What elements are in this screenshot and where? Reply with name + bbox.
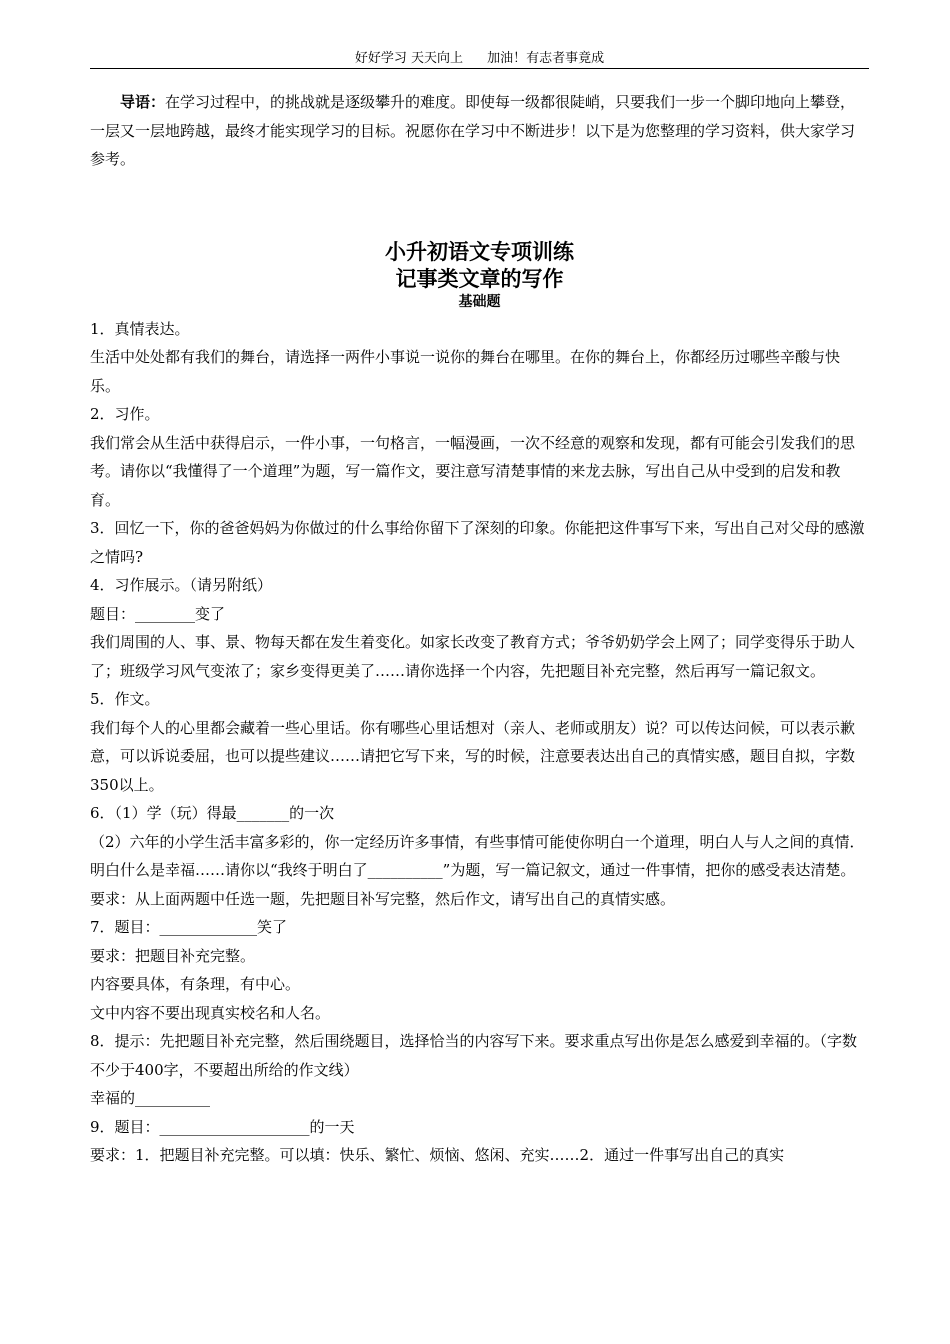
- document-body: [90, 88, 869, 1170]
- paragraph: 2．习作。: [90, 405, 160, 423]
- paragraph: 我们每个人的心里都会藏着一些心里话。你有哪些心里话想对（亲人、老师或朋友）说？可以传达问候，可以表示歉意，可以诉说委屈，也可以提些建议……请把它写下来，写的时候，注意要表达出自己的真情实感，题目自拟，字数350以上。: [90, 718, 856, 794]
- intro-label: 导语：: [120, 93, 166, 111]
- paragraph: 内容要具体，有条理，有中心。: [90, 975, 301, 993]
- paragraph: 9．题目：____________________的一天: [90, 1117, 355, 1136]
- header-divider: [90, 68, 869, 69]
- document-title: 小升初语文专项训练: [385, 239, 574, 264]
- question-list: [90, 315, 869, 1170]
- intro-paragraph: [90, 88, 869, 174]
- paragraph: 生活中处处都有我们的舞台，请选择一两件小事说一说你的舞台在哪里。在你的舞台上，你都经历过哪些辛酸与快乐。: [90, 348, 841, 395]
- paragraph: 幸福的__________: [90, 1089, 211, 1107]
- paragraph: 我们周围的人、事、景、物每天都在发生着变化。如家长改变了教育方式；爷爷奶奶学会上网了；同学变得乐于助人了；班级学习风气变浓了；家乡变得更美了……请你选择一个内容，先把题目补充完整，然后再写一篇记叙文。: [90, 633, 856, 680]
- paragraph: 4．习作展示。（请另附纸）: [90, 576, 273, 594]
- title-block: [90, 239, 869, 311]
- paragraph: 要求：把题目补充完整。: [90, 946, 256, 965]
- header-motto-left: 好好学习 天天向上: [354, 51, 463, 66]
- paragraph: 文中内容不要出现真实校名和人名。: [90, 1003, 331, 1022]
- paragraph: 5．作文。: [90, 690, 160, 708]
- paragraph: 6．（1）学（玩）得最_______的一次: [90, 804, 335, 822]
- paragraph: 题目：________变了: [90, 604, 226, 623]
- paragraph: （2）六年的小学生活丰富多彩的，你一定经历许多事情，有些事情可能使你明白一个道理，明白人与人之间的真情．明白什么是幸福……请你以“我终于明白了__________”为题，写一篇记叙文，通过一件事情，把你的感受表达清楚。: [90, 832, 865, 879]
- paragraph: 要求：从上面两题中任选一题，先把题目补写完整，然后作文，请写出自己的真情实感。: [90, 889, 676, 908]
- paragraph: 8．提示：先把题目补充完整，然后围绕题目，选择恰当的内容写下来。要求重点写出你是怎么感爱到幸福的。（字数不少于400字，不要超出所给的作文线）: [90, 1032, 858, 1079]
- section-heading: 基础题: [458, 293, 501, 310]
- page-header: [90, 51, 869, 67]
- paragraph: 要求：1．把题目补充完整。可以填：快乐、繁忙、烦恼、悠闲、充实……2．通过一件事写出自己的真实: [90, 1146, 785, 1164]
- paragraph: 7．题目：_____________笑了: [90, 918, 288, 936]
- paragraph: 3．回忆一下，你的爸爸妈妈为你做过的什么事给你留下了深刻的印象。你能把这件事写下来，写出自己对父母的感激之情吗?: [90, 519, 865, 566]
- paragraph: 1．真情表达。: [90, 319, 190, 338]
- paragraph: 我们常会从生活中获得启示，一件小事，一句格言，一幅漫画，一次不经意的观察和发现，都有可能会引发我们的思考。请你以“我懂得了一个道理”为题，写一篇作文，要注意写清楚事情的来龙去脉，写出自己从中受到的启发和教育。: [90, 433, 856, 509]
- intro-text: 在学习过程中，的挑战就是逐级攀升的难度。即使每一级都很陡峭，只要我们一步一个脚印地向上攀登，一层又一层地跨越，最终才能实现学习的目标。祝愿你在学习中不断进步！以下是为您整理的学习资料，供大家学习参考。: [90, 93, 856, 168]
- header-motto-right: 加油！有志者事竟成: [487, 51, 605, 66]
- document-subtitle: 记事类文章的写作: [395, 266, 564, 291]
